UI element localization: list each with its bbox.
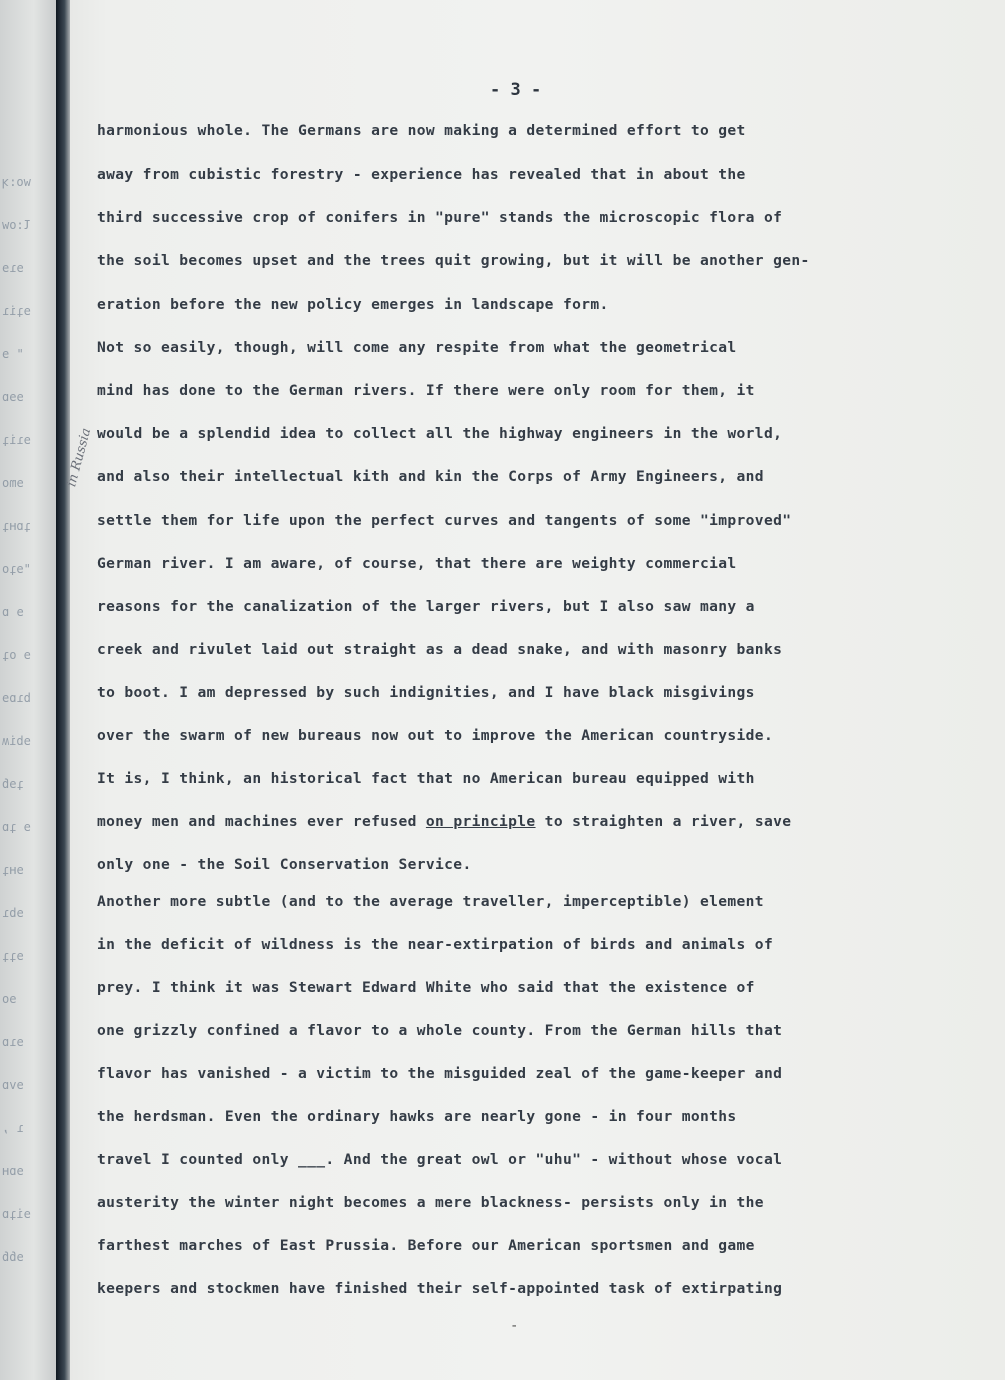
text-line: one grizzly confined a flavor to a whole county. From the German hills that xyxy=(97,1022,783,1039)
text-line: to boot. I am depressed by such indignities, and I have black misgivings xyxy=(97,684,755,701)
text-line: in the deficit of wildness is the near-extirpation of birds and animals of xyxy=(97,936,774,953)
text-line: settle them for life upon the perfect curves and tangents of some "improved" xyxy=(97,512,792,529)
bleed-through-text: ɿ , xyxy=(2,1121,24,1135)
bleed-through-text: bɿɒɘ xyxy=(2,691,31,705)
bleed-through-text: " ɘ xyxy=(2,347,24,361)
text-line: travel I counted only ___. And the great owl or "uhu" - without whose vocal xyxy=(97,1151,783,1168)
text-span: to straighten a river, save xyxy=(535,813,792,830)
bleed-through-text: wo:ʞ xyxy=(2,175,31,189)
text-line: and also their intellectual kith and kin the Corps of Army Engineers, and xyxy=(97,468,764,485)
text-line: third successive crop of conifers in "pure" stands the microscopic flora of xyxy=(97,209,783,226)
bleed-through-text: ɘbɿ xyxy=(2,906,24,920)
text-line: German river. I am aware, of course, that there are weighty commercial xyxy=(97,555,737,572)
bleed-through-text: ɘo xyxy=(2,992,17,1006)
bleed-through-text: ɘ ʇɒ xyxy=(2,820,31,834)
bleed-through-text: ɘɒʜ xyxy=(2,1164,24,1178)
underlined-emphasis: on principle xyxy=(425,813,536,830)
text-line: prey. I think it was Stewart Edward White who said that the existence of xyxy=(97,979,755,996)
text-line: the soil becomes upset and the trees quit growing, but it will be another gen- xyxy=(97,252,810,269)
bleed-through-text: ɘʇʇ xyxy=(2,949,24,963)
text-line: mind has done to the German rivers. If there were only room for them, it xyxy=(97,382,755,399)
page-number: - 3 - xyxy=(490,80,542,100)
text-line: austerity the winter night becomes a mere blackness- persists only in the xyxy=(97,1194,764,1211)
bleed-through-text: Ɩ:ow xyxy=(2,218,31,232)
text-line: reasons for the canalization of the larger rivers, but I also saw many a xyxy=(97,598,755,615)
bleed-through-text: ɘɿɘ xyxy=(2,261,24,275)
bleed-through-text: ʇɘɓ xyxy=(2,777,24,791)
text-line: only one - the Soil Conservation Service. xyxy=(97,856,472,873)
text-line: It is, I think, an historical fact that no American bureau equipped with xyxy=(97,770,755,787)
facing-page-edge xyxy=(0,0,56,1380)
bleed-through-text: ɘ oʇ xyxy=(2,648,31,662)
bleed-through-text: ɘɘɒ xyxy=(2,390,24,404)
bleed-through-text: ʇɒʜʇ xyxy=(2,519,31,533)
text-line: harmonious whole. The Germans are now making a determined effort to get xyxy=(97,122,746,139)
margin-note-handwritten xyxy=(56,410,98,510)
bleed-through-text: ɘvɒ xyxy=(2,1078,24,1092)
text-line xyxy=(97,813,791,830)
text-line: creek and rivulet laid out straight as a dead snake, and with masonry banks xyxy=(97,641,783,658)
text-line: would be a splendid idea to collect all the highway engineers in the world, xyxy=(97,425,783,442)
bleed-through-text: "ɘʇo xyxy=(2,562,31,576)
stray-mark: - xyxy=(510,1318,519,1334)
typescript-page xyxy=(64,0,1005,1380)
text-line: away from cubistic forestry - experience has revealed that in about the xyxy=(97,166,746,183)
text-span: money men and machines ever refused xyxy=(97,813,426,830)
bleed-through-text: ɘiʇɒ xyxy=(2,1207,31,1221)
margin-note-text: in Russia xyxy=(64,426,95,489)
bleed-through-text: ɘɿɒ xyxy=(2,1035,24,1049)
bleed-through-text: ɘɿiʇ xyxy=(2,433,31,447)
text-line: farthest marches of East Prussia. Before our American sportsmen and game xyxy=(97,1237,755,1254)
bleed-through-text: ɘmo xyxy=(2,476,24,490)
bleed-through-text: ɘʇiɿ xyxy=(2,304,31,318)
text-line: over the swarm of new bureaus now out to improve the American countryside. xyxy=(97,727,774,744)
bleed-through-text: ɘ ɒ xyxy=(2,605,24,619)
text-line: Another more subtle (and to the average traveller, imperceptible) element xyxy=(97,893,764,910)
text-line: the herdsman. Even the ordinary hawks are nearly gone - in four months xyxy=(97,1108,737,1125)
bleed-through-text: ɘʜʇ xyxy=(2,863,24,877)
text-line: flavor has vanished - a victim to the misguided zeal of the game-keeper and xyxy=(97,1065,783,1082)
text-line: keepers and stockmen have finished their self-appointed task of extirpating xyxy=(97,1280,783,1297)
text-line: Not so easily, though, will come any respite from what the geometrical xyxy=(97,339,737,356)
bleed-through-text: ɘɓɓ xyxy=(2,1250,24,1264)
text-line: eration before the new policy emerges in landscape form. xyxy=(97,296,609,313)
book-binding-gutter xyxy=(56,0,70,1380)
bleed-through-text: ɘbiʍ xyxy=(2,734,31,748)
